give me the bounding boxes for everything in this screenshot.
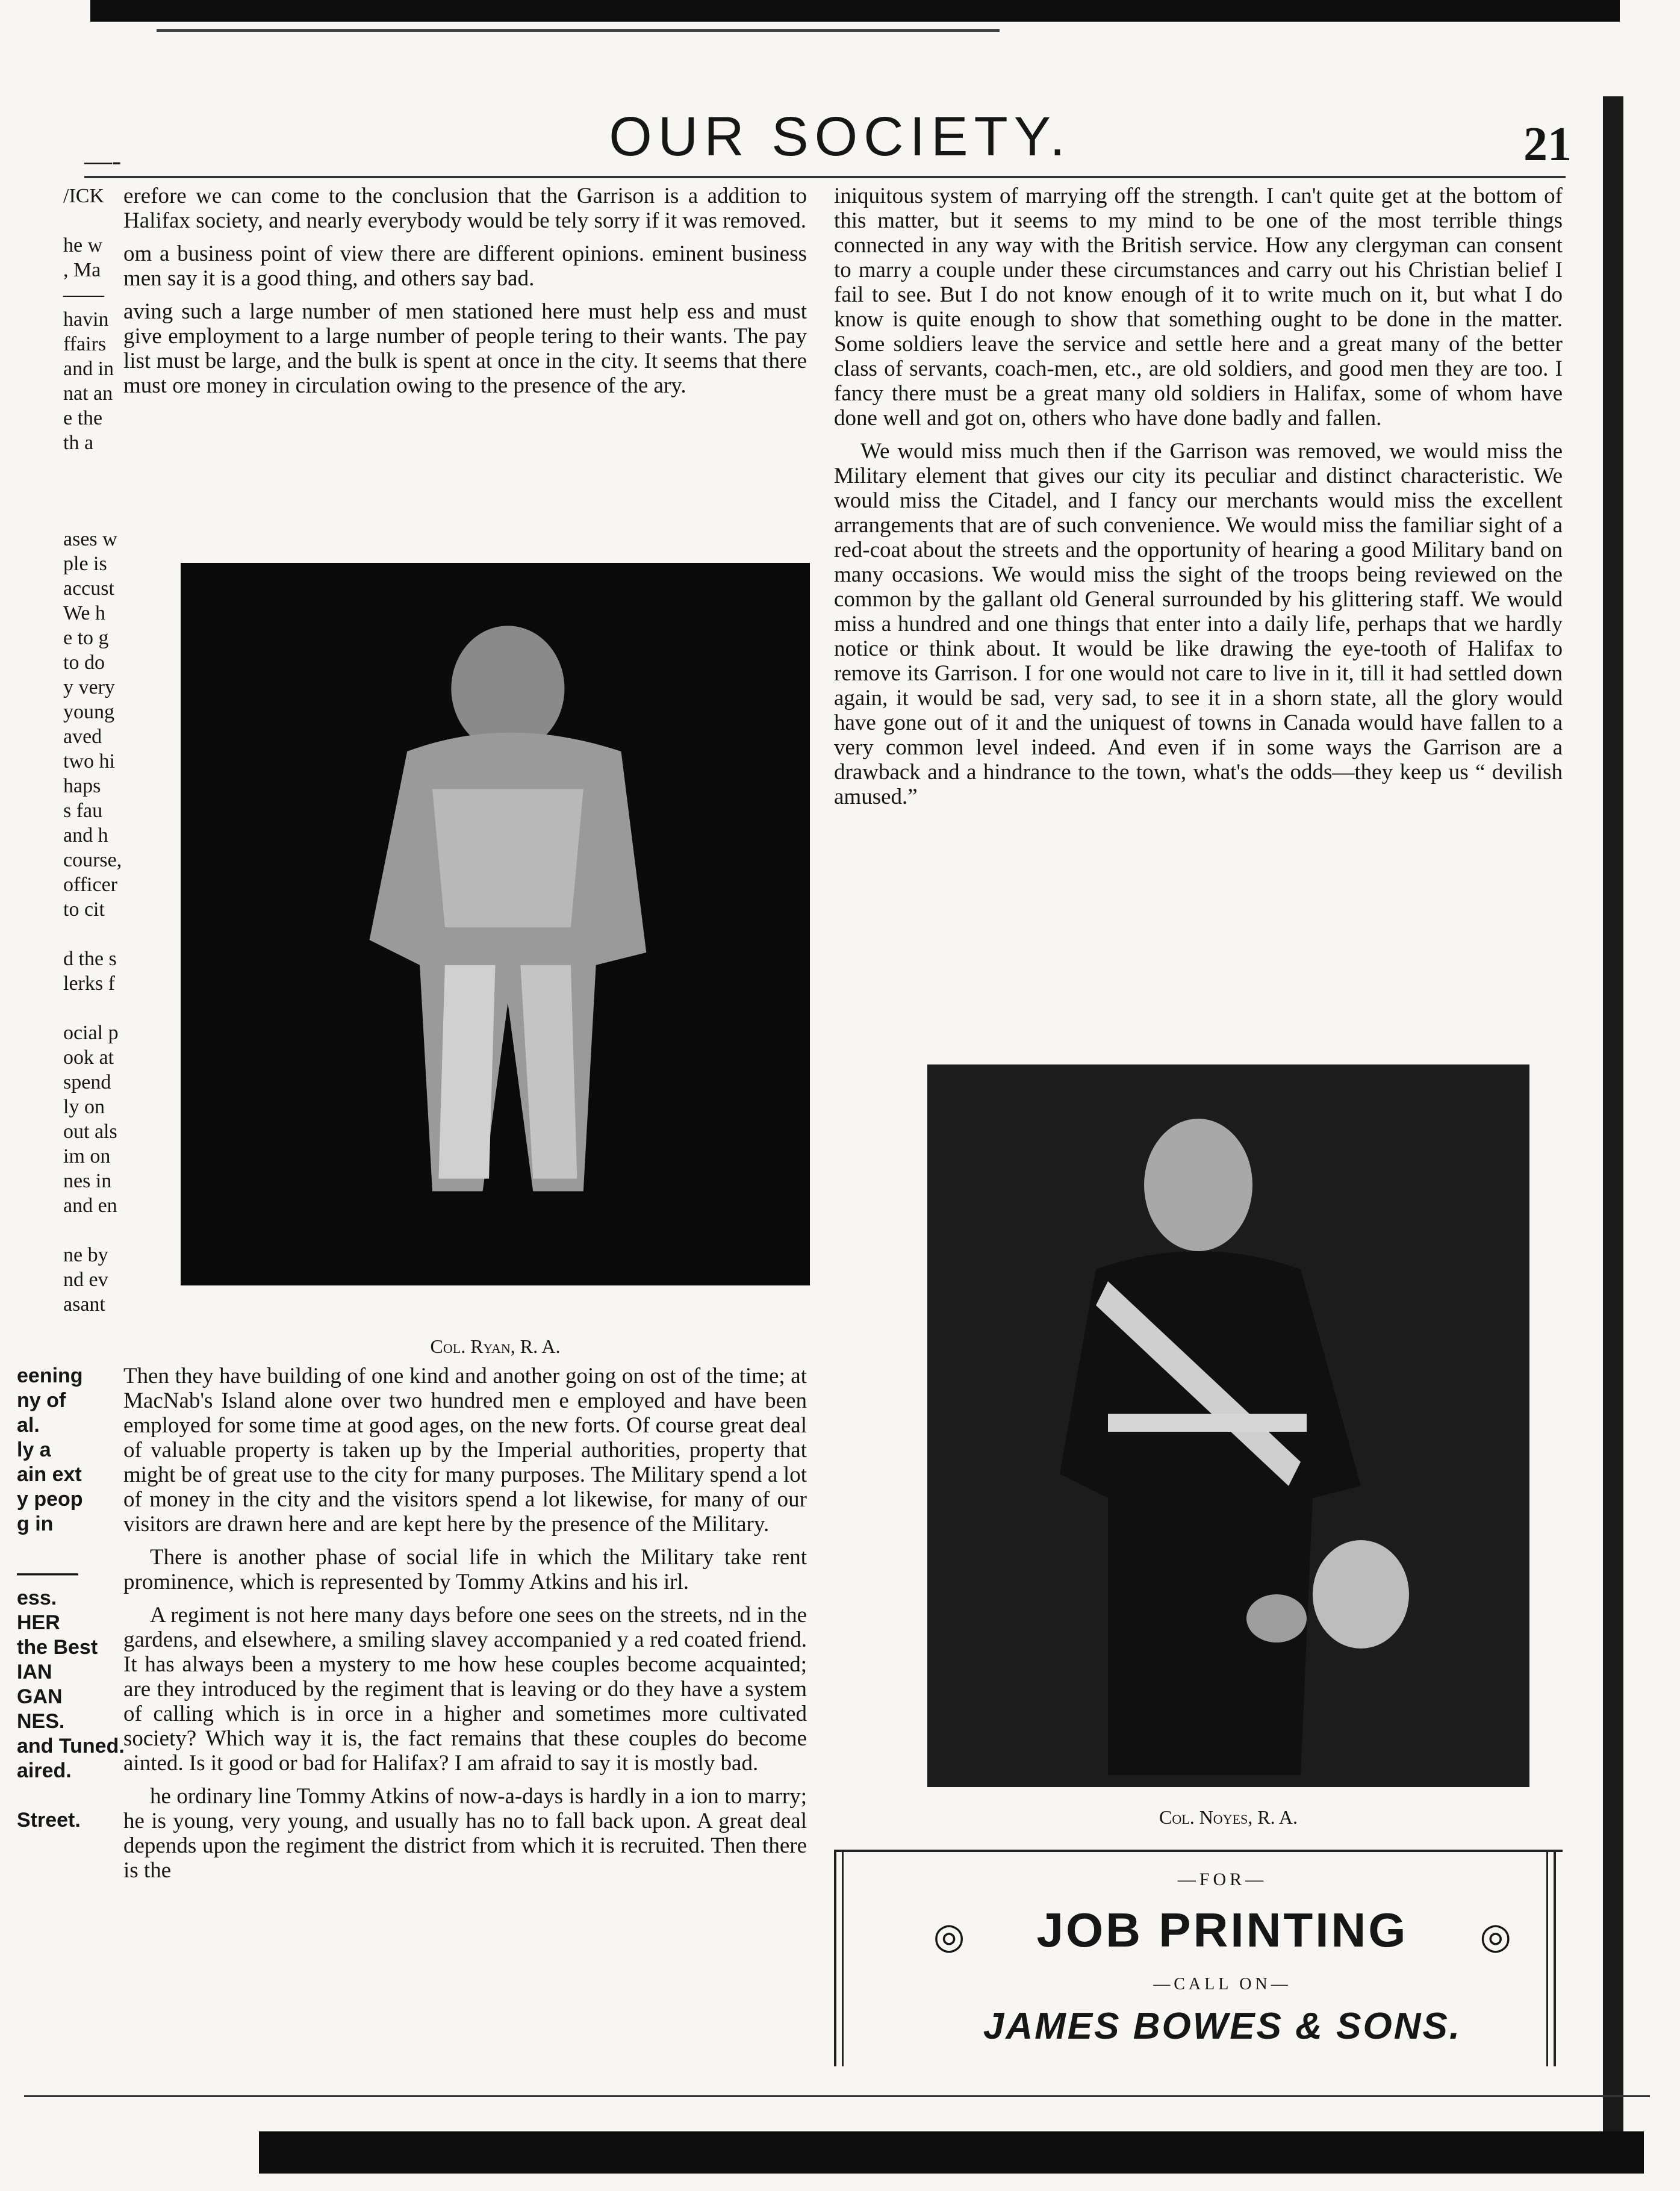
advert-call-on-label: —CALL ON— xyxy=(1153,1975,1292,1994)
ornament-icon: ◎ xyxy=(933,1916,965,1956)
article-paragraph: We would miss much then if the Garrison was removed, we would miss the Military element that gives our city its peculiar and distinct characteristic. We would miss the Citadel, and I fancy our merchants would miss the excellent arrangements that are of such convenience. We would miss the familiar sight of a red-coat about the streets and the opportunity of hearing a good Military band on many occasions. We would miss the sight of the troops being reviewed on the common by the gallant old General surrounded by his glittering staff. We would miss a hundred and one things that enter into a daily life, perhaps that we hardly notice or think about. It would be like drawing the eye-tooth of Halifax to remove its Garrison. I for one would not care to live in it, till it had settled down again, it would be sad, very sad, to see it in a shorn state, all the glory would have gone out of it and the uniquest of towns in Canada would have fallen to a very common level indeed. And even if in some ways the Garrison are a drawback and a hindrance to the town, what's the odds—they keep us “ devilish amused.” xyxy=(834,439,1563,809)
page-edge-shadow xyxy=(1603,96,1623,2143)
advert-firm-name: JAMES BOWES & SONS. xyxy=(983,2006,1462,2047)
right-column-text xyxy=(834,184,1563,818)
photo-caption-ryan: Col. Ryan, R. A. xyxy=(430,1335,561,1357)
page-title: OUR SOCIETY. xyxy=(609,106,1071,167)
officer-portrait-illustration xyxy=(927,1064,1529,1787)
bottom-border-bar xyxy=(259,2131,1644,2174)
left-column-bottom-text xyxy=(123,1364,807,1891)
article-paragraph: Then they have building of one kind and another going on ost of the time; at MacNab's Island alone over two hundred men e employed and have been employed for some time at good ages, on the new forts. Of course great deal of valuable property is taken up by the Imperial authorities, property that might be of great use to the city for many purposes. The Military spend a lot of money in the city and the visitors spend a lot likewise, for many of our visitors are drawn here and are kept here by the presence of the Military. xyxy=(123,1364,807,1537)
article-paragraph: om a business point of view there are different opinions. eminent business men say it is a good thing, and others say bad. xyxy=(123,241,807,291)
photo-col-noyes xyxy=(927,1064,1529,1787)
photo-caption-noyes: Col. Noyes, R. A. xyxy=(1159,1806,1298,1828)
article-paragraph: There is another phase of social life in which the Military take rent prominence, which is represented by Tommy Atkins and his irl. xyxy=(123,1545,807,1594)
header-rule xyxy=(84,176,1566,178)
advert-rule-left xyxy=(834,1850,836,2066)
article-paragraph: he ordinary line Tommy Atkins of now-a-days is hardly in a ion to marry; he is young, very young, and usually has no to fall back upon. A great deal depends upon the regiment the district from which it is recruited. Then there is the xyxy=(123,1784,807,1883)
page-number: 21 xyxy=(1523,118,1572,171)
soldier-figure-back-illustration xyxy=(181,563,810,1285)
advert-rule-right xyxy=(1554,1850,1556,2066)
article-paragraph: A regiment is not here many days before one sees on the streets, nd in the gardens, and elsewhere, a smiling slavey accompanied y a red coated friend. It has always been a mystery to me how hese couples become acquainted; are they introduced by the regiment that is leaving or do they have a system of calling which is in orce in a higher and sometimes more cultivated society? Which way it is, the fact remains that these couples do become ainted. Is it good or bad for Halifax? I am afraid to say it is mostly bad. xyxy=(123,1603,807,1776)
advert-rule-top xyxy=(834,1850,1563,1852)
top-border-bar xyxy=(90,0,1620,22)
advert-headline: JOB PRINTING xyxy=(1036,1903,1408,1957)
advert-rule-left-inner xyxy=(842,1850,844,2066)
header-dash: —- xyxy=(84,145,122,176)
article-paragraph: iniquitous system of marrying off the strength. I can't quite get at the bottom of this matter, but it seems to my mind to be one of the most terrible things connected in any way with the British service. How any clergyman can consent to marry a couple under these circumstances and carry out his Christian belief I fail to see. But I do not know enough of it to write much on it, but what I do know is quite enough to show that something ought to be done in the matter. Some soldiers leave the service and settle here and a great many of the better class of servants, coach-men, etc., are old soldiers, and good men they are too. I fancy there must be a great many old soldiers in Halifax, some of whom have done well and got on, others who have done badly and fallen. xyxy=(834,184,1563,430)
advert-for-label: —FOR— xyxy=(1177,1869,1268,1889)
top-thin-rule xyxy=(157,29,1000,32)
ornament-icon: ◎ xyxy=(1479,1916,1511,1956)
margin-fragment-bottom: eening ny of al. ly a ain ext y peop g in ——— ess. HER the Best IAN GAN NES. and Tuned. aired. Street. xyxy=(17,1364,125,1832)
photo-col-ryan xyxy=(181,563,810,1285)
job-printing-advertisement xyxy=(909,1857,1535,2062)
left-column-top-text xyxy=(123,184,807,406)
margin-fragment-middle: ases w ple is accust We h e to g to do y very young aved two hi haps s fau and h course, officer to cit d the s lerks f ocial p ook at spend ly on out als im on nes in and en ne by nd ev asant xyxy=(63,528,122,1316)
advert-rule-right-inner xyxy=(1546,1850,1548,2066)
article-paragraph: aving such a large number of men stationed here must help ess and must give employment to a large number of people tering to their wants. The pay list must be large, and the bulk is spent at once in the city. It seems that there must ore money in circulation owing to the presence of the ary. xyxy=(123,299,807,398)
bottom-thin-rule xyxy=(24,2095,1650,2097)
margin-fragment-top: /ICK he w , Ma —— havin ffairs and in nat an e the th a xyxy=(63,185,114,454)
article-paragraph: erefore we can come to the conclusion that the Garrison is a addition to Halifax society, and nearly everybody would be tely sorry if it was removed. xyxy=(123,184,807,233)
